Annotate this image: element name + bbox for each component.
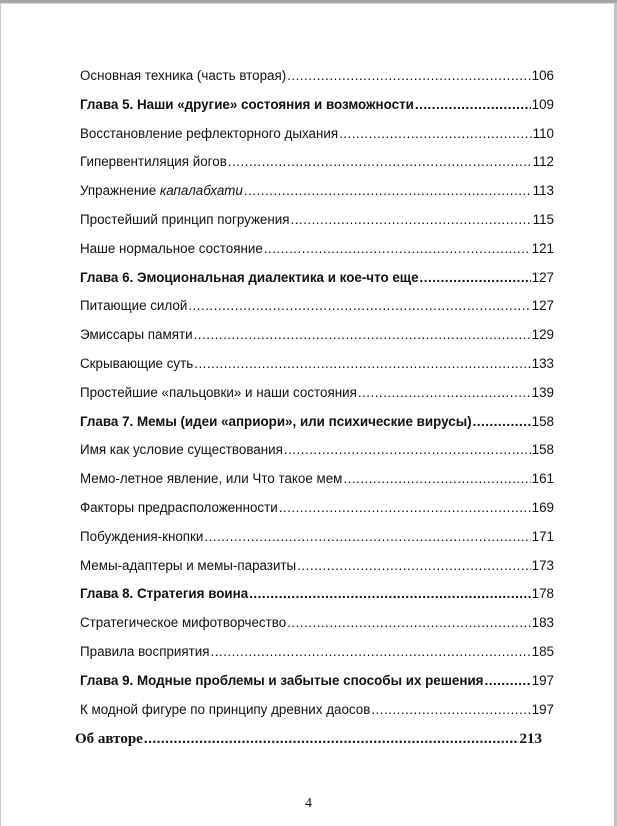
dot-leader — [194, 321, 531, 350]
toc-chapter-entry[interactable] — [80, 580, 554, 609]
toc-entry[interactable] — [80, 523, 554, 552]
page-left-edge — [0, 3, 1, 826]
toc-entry-title-text: Простейший принцип погружения — [80, 211, 290, 227]
toc-entry-title-text: Глава 9. Модные проблемы и забытые способы их решения — [80, 672, 484, 688]
toc-entry[interactable] — [80, 62, 554, 91]
toc-entry-title-text: Восстановление рефлекторного дыхания — [80, 125, 339, 141]
toc-entry-page: 115 — [532, 211, 554, 227]
toc-entry-page: 197 — [531, 701, 554, 717]
toc-entry-page: 161 — [531, 471, 554, 487]
toc-entry-title — [80, 350, 193, 379]
dot-leader — [297, 552, 530, 581]
toc-entry[interactable] — [80, 206, 554, 235]
toc-entry-page: 158 — [531, 413, 554, 429]
toc-chapter-entry[interactable] — [80, 667, 554, 696]
toc-entry[interactable] — [80, 292, 554, 321]
toc-entry[interactable] — [80, 350, 554, 379]
toc-entry-page: 127 — [531, 298, 554, 314]
toc-entry-title — [80, 638, 210, 667]
toc-entry-title — [80, 120, 338, 149]
toc-entry-title-text: Эмиссары памяти — [80, 327, 193, 343]
toc-entry-title — [80, 206, 290, 235]
toc-entry-title — [80, 321, 193, 350]
toc-entry-title-text: К модной фигуре по принципу древних даосов — [80, 701, 371, 717]
toc-entry-page: 109 — [531, 96, 554, 112]
toc-entry-page: 183 — [531, 615, 554, 631]
toc-chapter-entry[interactable] — [80, 408, 554, 437]
dot-leader — [485, 667, 531, 696]
toc-entry-page: 158 — [531, 442, 554, 458]
toc-entry-title-text: Имя как условие существования — [80, 442, 283, 458]
toc-entry-title-text: Правила восприятия — [80, 643, 210, 659]
toc-entry-title-text: Факторы предрасположенности — [80, 499, 278, 515]
toc-entry-page: 110 — [532, 125, 554, 141]
toc-entry[interactable] — [80, 494, 554, 523]
toc-entry-page: 106 — [531, 68, 554, 83]
toc-entry-page: 171 — [531, 528, 554, 544]
toc-entry-page: 185 — [531, 643, 554, 659]
toc-entry-title — [75, 724, 143, 754]
dot-leader — [473, 408, 531, 437]
toc-entry-title-text: Об авторе — [75, 731, 143, 748]
toc-entry-title — [80, 580, 248, 609]
toc-entry-title-text: Скрывающие суть — [80, 355, 194, 371]
toc-entry-title-text: Мемо-летное явление, или Что такое мем — [80, 471, 343, 487]
toc-entry-title-italic: капалабхати — [159, 183, 243, 199]
toc-entry-page: 129 — [531, 327, 554, 343]
toc-entry-title — [80, 609, 286, 638]
toc-entry-title-text: Простейшие «пальцовки» и наши состояния — [80, 384, 357, 400]
toc-entry-title — [80, 667, 484, 696]
dot-leader — [228, 148, 532, 177]
dot-leader — [358, 379, 531, 408]
toc-entry-title-text: Питающие силой — [80, 298, 188, 314]
dot-leader — [194, 350, 530, 379]
dot-leader — [339, 120, 532, 149]
toc-entry-title — [80, 292, 187, 321]
dot-leader — [249, 580, 530, 609]
toc-about-author-entry[interactable] — [75, 724, 542, 754]
toc-entry-title-text: Мемы-адаптеры и мемы-паразиты — [80, 557, 297, 573]
toc-entry-title-text: Основная техника (часть вторая) — [80, 68, 287, 83]
dot-leader — [244, 177, 532, 206]
toc-entry[interactable] — [80, 177, 554, 206]
toc-entry-title — [80, 552, 296, 581]
toc-chapter-entry[interactable] — [80, 91, 554, 120]
toc-entry[interactable] — [80, 436, 554, 465]
toc-entry-page: 178 — [531, 586, 554, 602]
toc-entry-title — [80, 436, 283, 465]
toc-entry[interactable] — [80, 552, 554, 581]
dot-leader — [188, 292, 530, 321]
toc-entry-title-text: Глава 5. Наши «другие» состояния и возможности — [80, 96, 414, 112]
toc-entry[interactable] — [80, 235, 554, 264]
toc-entry-page: 139 — [531, 384, 554, 400]
toc-entry[interactable] — [80, 465, 554, 494]
toc-entry-title-text: Стратегическое мифотворчество — [80, 615, 287, 631]
dot-leader — [211, 638, 531, 667]
toc-entry-title — [80, 264, 419, 293]
dot-leader — [291, 206, 532, 235]
toc-entry[interactable] — [80, 379, 554, 408]
toc-entry[interactable] — [80, 120, 554, 149]
toc-entry-title — [80, 696, 370, 725]
toc-entry[interactable] — [80, 148, 554, 177]
toc-entry-title-text: Упражнение — [80, 183, 160, 199]
toc-entry[interactable] — [80, 321, 554, 350]
dot-leader — [264, 235, 531, 264]
dot-leader — [287, 62, 530, 91]
dot-leader — [343, 465, 530, 494]
dot-leader — [287, 609, 531, 638]
toc-entry-title-text: Наше нормальное состояние — [80, 240, 263, 256]
dot-leader — [144, 724, 519, 754]
toc-entry-page: 112 — [532, 154, 554, 170]
toc-entry[interactable] — [80, 609, 554, 638]
viewer-top-border-shadow — [0, 3, 617, 4]
toc-entry-page: 169 — [531, 499, 554, 515]
toc-entry-page: 133 — [531, 355, 554, 371]
toc-entry-page: 173 — [531, 557, 554, 573]
dot-leader — [371, 696, 530, 725]
dot-leader — [420, 264, 531, 293]
toc-entry-page: 127 — [531, 269, 554, 285]
toc-entry-title — [80, 408, 472, 437]
toc-entry-title — [80, 91, 414, 120]
toc-entry-title — [80, 379, 357, 408]
toc-entry-title — [80, 148, 227, 177]
dot-leader — [284, 436, 531, 465]
toc-entry-title-text: Глава 8. Стратегия воина — [80, 586, 249, 602]
toc-entry[interactable] — [80, 638, 554, 667]
toc-entry-title-text: Гипервентиляция йогов — [80, 154, 227, 170]
toc-entry-title — [80, 523, 203, 552]
toc-entry-title-text: Побуждения-кнопки — [80, 528, 204, 544]
toc-entry-title — [80, 62, 286, 91]
toc-entry-page: 121 — [531, 240, 554, 256]
toc-entry-page: 213 — [519, 731, 542, 748]
toc-entry-page: 113 — [532, 183, 554, 199]
toc-entry-title — [80, 465, 342, 494]
toc-entry-title-text: Глава 7. Мемы (идеи «априори», или психические вирусы) — [80, 413, 472, 429]
dot-leader — [279, 494, 531, 523]
toc-entry-title-text: Глава 6. Эмоциональная диалектика и кое-что еще — [80, 269, 419, 285]
dot-leader — [204, 523, 530, 552]
toc-entry-page: 197 — [531, 672, 554, 688]
dot-leader — [415, 91, 531, 120]
table-of-contents — [75, 62, 554, 754]
toc-entry-title — [80, 235, 263, 264]
toc-chapter-entry[interactable] — [80, 264, 554, 293]
toc-entry-title — [80, 177, 243, 206]
page-number: 4 — [305, 796, 312, 811]
toc-entry[interactable] — [80, 696, 554, 725]
toc-entry-title — [80, 494, 278, 523]
